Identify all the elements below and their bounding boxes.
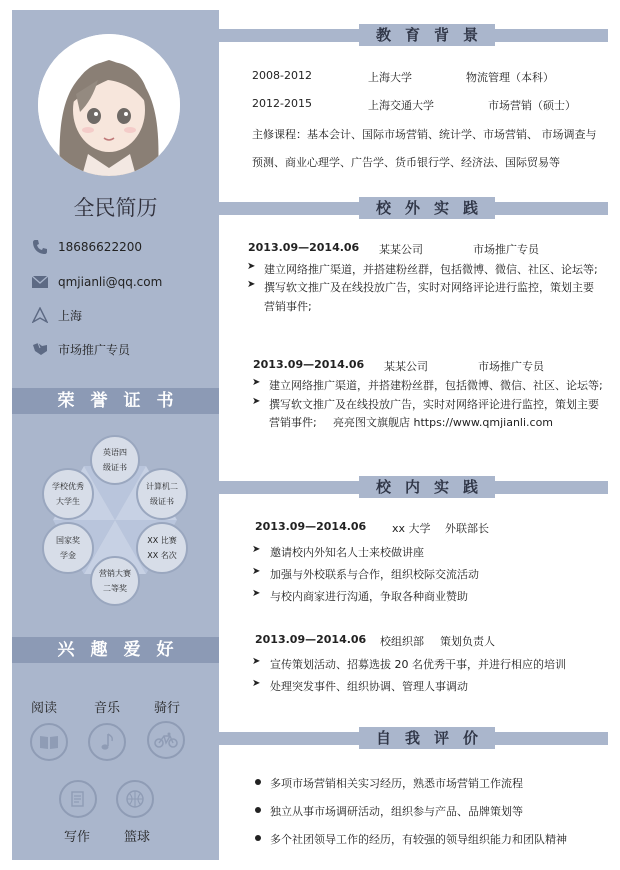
ext-company: 某某公司 <box>379 243 423 256</box>
internal-header <box>219 476 608 498</box>
book-icon <box>30 723 68 761</box>
phone-text: 18686622200 <box>58 240 142 254</box>
honor-line: 英语四 <box>103 448 127 457</box>
external-header <box>219 197 608 219</box>
bullet-dot-icon <box>255 807 261 813</box>
honor-badge <box>90 556 140 606</box>
internal-title: 校内实践 <box>359 476 495 498</box>
self-eval-item: 多项市场营销相关实习经历，熟悉市场营销工作流程 <box>270 777 523 790</box>
arrow-bullet-icon: ➤ <box>247 279 256 290</box>
bicycle-icon <box>147 721 185 759</box>
honor-line: 级证书 <box>150 497 174 506</box>
edu-courses: 主修课程：基本会计、国际市场营销、统计学、市场营销、 市场调查与 <box>252 128 597 141</box>
ext-note: 亮亮图文旗舰店 https://www.qmjianli.com <box>333 416 554 429</box>
email-row <box>30 272 162 292</box>
honor-line: 营销大赛 <box>99 569 131 578</box>
edu-period: 2008-2012 <box>252 69 312 82</box>
arrow-bullet-icon: ➤ <box>252 377 261 388</box>
int-bullet: 邀请校内外知名人士来校做讲座 <box>270 546 424 559</box>
self-eval-title: 自我评价 <box>359 727 495 749</box>
hobby-label: 篮球 <box>123 830 150 845</box>
location-arrow-icon <box>30 305 50 325</box>
int-org: xx 大学 <box>392 522 431 535</box>
arrow-bullet-icon: ➤ <box>252 656 261 667</box>
honor-badge <box>136 522 188 574</box>
arrow-bullet-icon: ➤ <box>252 566 261 577</box>
edu-major: 市场营销（硕士） <box>488 99 576 112</box>
honor-line: 国家奖 <box>56 536 80 545</box>
honor-line: 学金 <box>60 551 76 560</box>
writing-icon <box>59 780 97 818</box>
ext-role: 市场推广专员 <box>473 243 539 256</box>
honor-line: 大学生 <box>56 497 80 506</box>
ext-bullet: 建立网络推广渠道，并搭建粉丝群，包括微博、微信、社区、论坛等; <box>264 263 598 276</box>
int-bullet: 处理突发事件、组织协调、管理人事调动 <box>270 680 468 693</box>
avatar <box>38 34 180 176</box>
int-period: 2013.09—2014.06 <box>255 520 367 533</box>
arrow-bullet-icon: ➤ <box>252 396 261 407</box>
honor-line: XX 比赛 <box>147 536 177 545</box>
honor-line: 学校优秀 <box>52 482 84 491</box>
int-role: 外联部长 <box>445 522 489 535</box>
arrow-bullet-icon: ➤ <box>252 588 261 599</box>
int-bullet: 与校内商家进行沟通，争取各种商业赞助 <box>270 590 468 603</box>
int-period: 2013.09—2014.06 <box>255 633 367 646</box>
mail-icon <box>30 272 50 292</box>
ext-bullet: 营销事件; <box>264 300 312 313</box>
position-text: 市场推广专员 <box>58 342 131 357</box>
phone-icon <box>30 237 50 257</box>
honors-flower <box>12 430 219 610</box>
hobby-label: 音乐 <box>93 701 120 716</box>
bullet-dot-icon <box>255 835 261 841</box>
honor-line: 计算机二 <box>146 482 178 491</box>
education-title: 教育背景 <box>359 24 495 46</box>
ext-role: 市场推广专员 <box>478 360 544 373</box>
edu-major: 物流管理（本科） <box>466 71 554 84</box>
ext-bullet: 建立网络推广渠道，并搭建粉丝群，包括微博、微信、社区、论坛等; <box>269 379 603 392</box>
resume-name: 全民简历 <box>73 196 158 220</box>
hobby-label: 骑行 <box>153 701 180 716</box>
hobby-label: 阅读 <box>30 701 57 716</box>
edu-school: 上海大学 <box>368 71 412 84</box>
int-bullet: 加强与外校联系与合作，组织校际交流活动 <box>270 568 479 581</box>
int-role: 策划负责人 <box>440 635 495 648</box>
edu-period: 2012-2015 <box>252 97 312 110</box>
external-title: 校外实践 <box>359 197 495 219</box>
ext-bullet: 撰写软文推广及在线投放广告，实时对网络评论进行监控，策划主要 <box>269 398 599 411</box>
ext-period: 2013.09—2014.06 <box>253 358 365 371</box>
position-row <box>30 339 130 359</box>
city-text: 上海 <box>58 308 83 323</box>
self-eval-item: 多个社团领导工作的经历，有较强的领导组织能力和团队精神 <box>270 833 567 846</box>
arrow-bullet-icon: ➤ <box>252 544 261 555</box>
handshake-icon <box>30 339 50 359</box>
honor-badge <box>42 522 94 574</box>
email-text: qmjianli@qq.com <box>58 275 163 289</box>
self-eval-header <box>219 727 608 749</box>
bullet-dot-icon <box>255 779 261 785</box>
ext-period: 2013.09—2014.06 <box>248 241 360 254</box>
city-row <box>30 305 82 325</box>
hobbies-title: 兴趣爱好 <box>12 637 219 663</box>
honor-badge <box>42 468 94 520</box>
honor-badge <box>90 435 140 485</box>
int-org: 校组织部 <box>380 635 424 648</box>
phone-row <box>30 237 142 257</box>
honor-badge <box>136 468 188 520</box>
education-header <box>219 24 608 46</box>
arrow-bullet-icon: ➤ <box>252 678 261 689</box>
int-bullet: 宣传策划活动、招募选拔 20 名优秀干事，并进行相应的培训 <box>270 658 566 671</box>
ext-bullet: 撰写软文推广及在线投放广告，实时对网络评论进行监控，策划主要 <box>264 281 594 294</box>
basketball-icon <box>116 780 154 818</box>
arrow-bullet-icon: ➤ <box>247 261 256 272</box>
ext-bullet: 营销事件; <box>269 416 317 429</box>
honor-line: 二等奖 <box>103 584 127 593</box>
honor-line: XX 名次 <box>147 551 177 560</box>
self-eval-item: 独立从事市场调研活动，组织参与产品、品牌策划等 <box>270 805 523 818</box>
honors-title: 荣誉证书 <box>12 388 219 414</box>
ext-company: 某某公司 <box>384 360 428 373</box>
music-icon <box>88 723 126 761</box>
edu-courses: 预测、商业心理学、广告学、货币银行学、经济法、国际贸易等 <box>252 156 560 169</box>
honor-line: 级证书 <box>103 463 127 472</box>
edu-school: 上海交通大学 <box>368 99 434 112</box>
hobby-label: 写作 <box>63 830 90 845</box>
